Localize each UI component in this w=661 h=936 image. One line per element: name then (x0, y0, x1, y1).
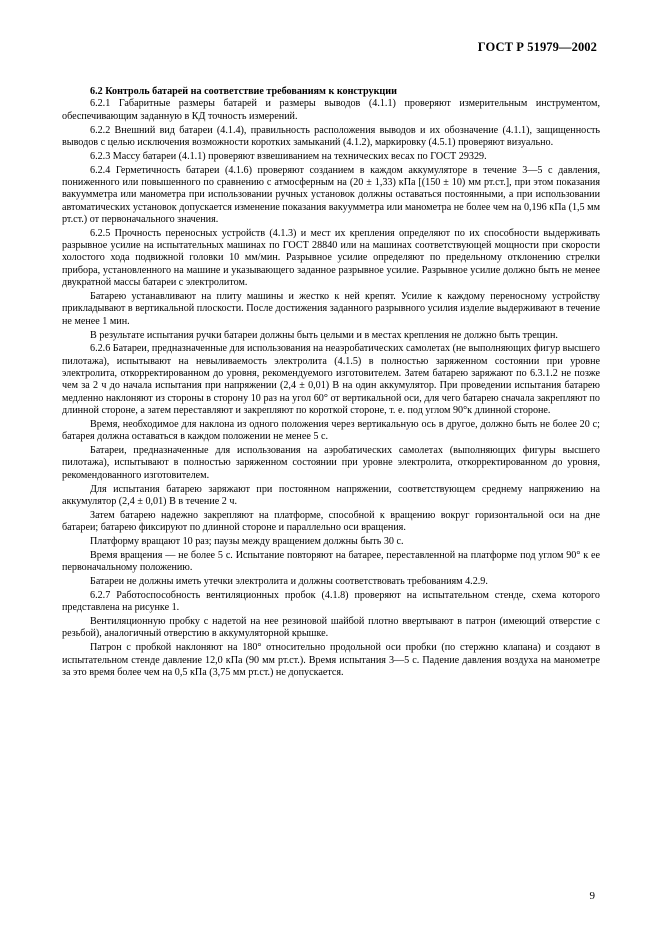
document-body (62, 86, 600, 679)
paragraph-rotation-time: Время вращения — не более 5 с. Испытание повторяют на батарее, переставленной на платформе под углом 90° к ее первоначальному положению. (62, 549, 600, 574)
paragraph-pressure-test: Патрон с пробкой наклоняют на 180° относительно продольной оси пробки (по стержню клапана) и создают в испытательном стенде давление 12,0 кПа (90 мм рт.ст.). Время испытания 3—5 с. Падение давления воздуха на манометре за это время более чем на 0,5 кПа (3,75 мм рт.ст.) не допускается. (62, 642, 600, 678)
paragraph-6-2-5: 6.2.5 Прочность переносных устройств (4.1.3) и мест их крепления определяют по их способности выдерживать разрывное усилие на испытательных машинах по ГОСТ 28840 или на машинах соответствующей мощности при скорости холостого хода подвижной головки 10 мм/мин. Разрывное усилие определяют по предельному отклонению стрелки прибора, установленного на машине и указывающего заданное разрывное усилие. Разрывное усилие должно быть не менее двукратной массы батареи с электролитом. (62, 227, 600, 289)
paragraph-mounting: Батарею устанавливают на плиту машины и жестко к ней крепят. Усилие к каждому переносному устройству прикладывают в вертикальной плоскости. После достижения заданного разрывного усилия изделие выдерживают в течение не менее 1 мин. (62, 291, 600, 327)
paragraph-no-leakage: Батареи не должны иметь утечки электролита и должны соответствовать требованиям 4.2.9. (90, 576, 488, 588)
paragraph-aerobatic: Батареи, предназначенные для использования на аэробатических самолетах (выполняющих фигуры высшего пилотажа), испытывают в полностью заряженном состоянии при уровне электролита, откорректированном до уровня, рекомендованного изготовителем. (62, 445, 600, 481)
page-number: 9 (589, 890, 595, 902)
paragraph-tilt-time: Время, необходимое для наклона из одного положения через вертикальную ось в другое, должно быть не более 20 с; батарея должна оставаться в каждом положении не менее 5 с. (62, 418, 600, 443)
document-header: ГОСТ Р 51979—2002 (477, 40, 597, 54)
paragraph-6-2-3: 6.2.3 Массу батареи (4.1.1) проверяют взвешиванием на технических весах по ГОСТ 29329. (90, 150, 487, 162)
paragraph-6-2-2: 6.2.2 Внешний вид батареи (4.1.4), правильность расположения выводов и их обозначение (4.1.1), защищенность выводов с целью исключения возможности коротких замыканий (4.1.2), маркировку (4.5.1) проверяют визуально. (62, 124, 600, 148)
section-title: 6.2 Контроль батарей на соответствие требованиям к конструкции (90, 86, 397, 97)
paragraph-6-2-7: 6.2.7 Работоспособность вентиляционных пробок (4.1.8) проверяют на испытательном стенде, схема которого представлена на рисунке 1. (62, 589, 600, 614)
paragraph-charging: Для испытания батарею заряжают при постоянном напряжении, соответствующем среднему напряжению на аккумулятор (2,4 ± 0,01) В в течение 2 ч. (62, 483, 600, 507)
paragraph-6-2-6: 6.2.6 Батареи, предназначенные для использования на неаэробатических самолетах (не выполняющих фигур высшего пилотажа), испытывают на невыливаемость электролита (4.1.5) в полностью заряженном состоянии при уровне электролита, откорректированном до уровня, рекомендуемого изготовителем. Затем батарею заряжают по 6.3.1.2 не позже чем за 2 ч до начала испытания при напряжении (2,4 ± 0,01) В на один аккумулятор. При проведении испытания батарею медленно наклоняют из стороны в сторону 10 раз на угол 60° от вертикальной оси, для чего батарею сначала закрепляют по длинной стороне, а затем переставляют и закрепляют по короткой стороне, т. е. под углом 90°к длинной стороне. (62, 343, 600, 417)
paragraph-handles-result: В результате испытания ручки батареи должны быть целыми и в местах крепления не должно быть трещин. (90, 329, 558, 341)
paragraph-platform: Затем батарею надежно закрепляют на платформе, способной к вращению вокруг горизонтальной оси на дне батареи; батарею фиксируют по длинной стороне и параллельно оси вращения. (62, 509, 600, 534)
paragraph-plug-mounting: Вентиляционную пробку с надетой на нее резиновой шайбой плотно ввертывают в патрон (имеющий отверстие с резьбой), аналогичный отверстию в аккумуляторной крышке. (62, 616, 600, 640)
paragraph-6-2-1: 6.2.1 Габаритные размеры батарей и размеры выводов (4.1.1) проверяют измерительным инструментом, обеспечивающим заданную в КД точность измерений. (62, 98, 600, 122)
paragraph-6-2-4: 6.2.4 Герметичность батареи (4.1.6) проверяют созданием в каждом аккумуляторе в течение 3—5 с давления, пониженного или повышенного по сравнению с атмосферным на (20 ± 1,33) кПа [(150 ± 10) мм рт.ст.], при этом показания вакуумметра или манометра при использовании ручных установок должны оставаться постоянными, а при использовании автоматических установок допускается изменение показания вакуумметра или манометра не более чем на 0,196 кПа (1,5 мм рт.ст.) от первоначального значения. (62, 164, 600, 225)
paragraph-rotation-count: Платформу вращают 10 раз; паузы между вращением должны быть 30 с. (90, 536, 404, 548)
